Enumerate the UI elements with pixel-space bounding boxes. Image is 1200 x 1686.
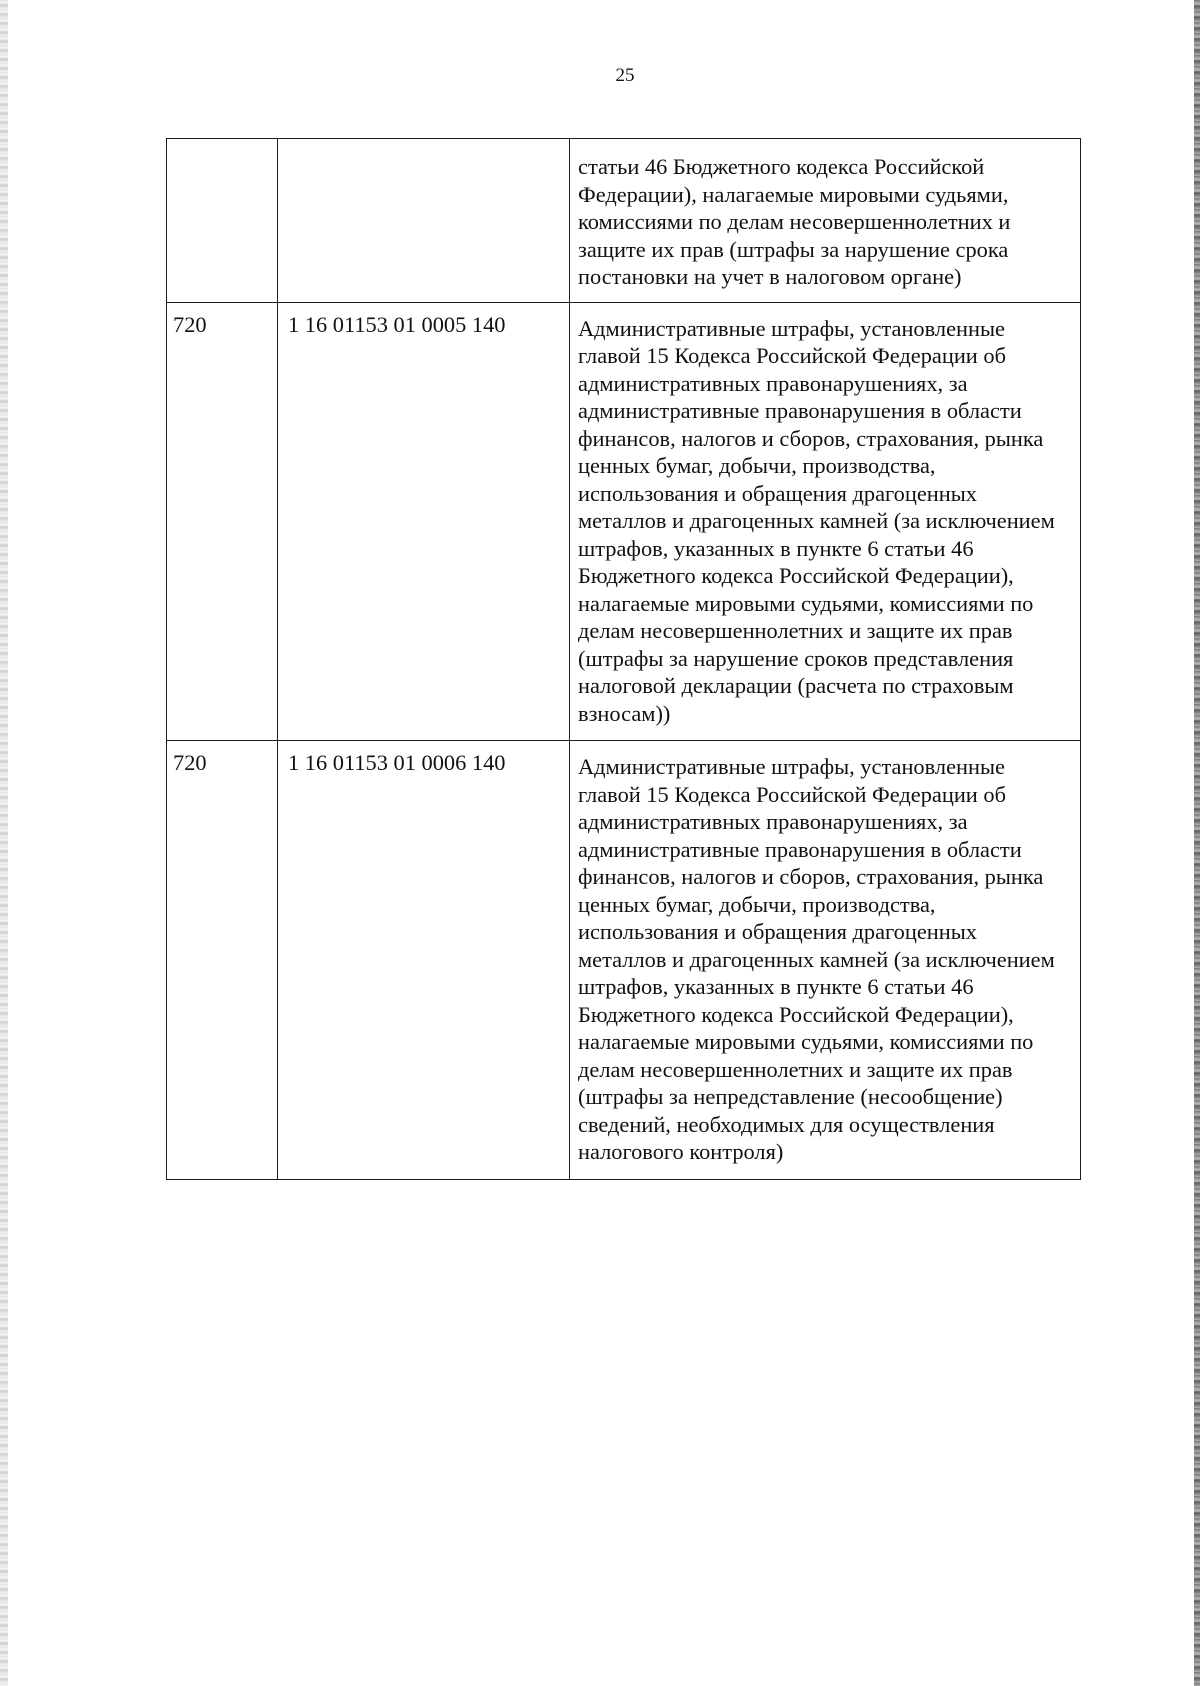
budget-code-cell — [278, 302, 570, 741]
admin-code — [167, 139, 277, 147]
budget-code — [278, 139, 569, 147]
budget-code-cell — [278, 741, 570, 1180]
budget-code: 1 16 01153 01 0006 140 — [288, 750, 506, 775]
table-row — [167, 302, 1081, 741]
budget-code: 1 16 01153 01 0005 140 — [288, 311, 506, 337]
table-row — [167, 139, 1081, 303]
admin-code-cell — [167, 302, 278, 741]
description-text: Административные штрафы, установленные главой 15 Кодекса Российской Федерации об административных правонарушениях, за административные правонарушения в области финансов, налогов и сборов, страхования, рынка ценных бумаг, добычи, производства, использования и обращения драгоценных металлов и драгоценных камней (за исключением штрафов, указанных в пункте 6 статьи 46 Бюджетного кодекса Российской Федерации), налагаемые мировыми судьями, комиссиями по делам несовершеннолетних и защите их прав (штрафы за нарушение сроков представления налоговой декларации (расчета по страховым взносам)) — [578, 315, 1055, 726]
description-text: Административные штрафы, установленные главой 15 Кодекса Российской Федерации об административных правонарушениях, за административные правонарушения в области финансов, налогов и сборов, страхования, рынка ценных бумаг, добычи, производства, использования и обращения драгоценных металлов и драгоценных камней (за исключением штрафов, указанных в пункте 6 статьи 46 Бюджетного кодекса Российской Федерации), налагаемые мировыми судьями, комиссиями по делам несовершеннолетних и защите их прав (штрафы за непредставление (несообщение) сведений, необходимых для осуществления налогового контроля) — [578, 754, 1055, 1164]
admin-code-cell — [167, 741, 278, 1180]
description-cell — [570, 139, 1081, 303]
page-number: 25 — [615, 65, 635, 86]
table-row — [167, 741, 1081, 1180]
description-cell — [570, 302, 1081, 741]
admin-code-cell — [167, 139, 278, 303]
scan-edge-left — [0, 0, 8, 1686]
description-cell — [570, 741, 1081, 1180]
scan-edge-right — [1194, 0, 1200, 1686]
budget-codes-table — [166, 138, 1081, 1180]
admin-code: 720 — [173, 750, 207, 775]
budget-code-cell — [278, 139, 570, 303]
admin-code: 720 — [173, 311, 207, 337]
description-text: статьи 46 Бюджетного кодекса Российской Федерации), налагаемые мировыми судьями, комиссиями по делам несовершеннолетних и защите их прав (штрафы за нарушение срока постановки на учет в налоговом органе) — [578, 154, 1011, 289]
